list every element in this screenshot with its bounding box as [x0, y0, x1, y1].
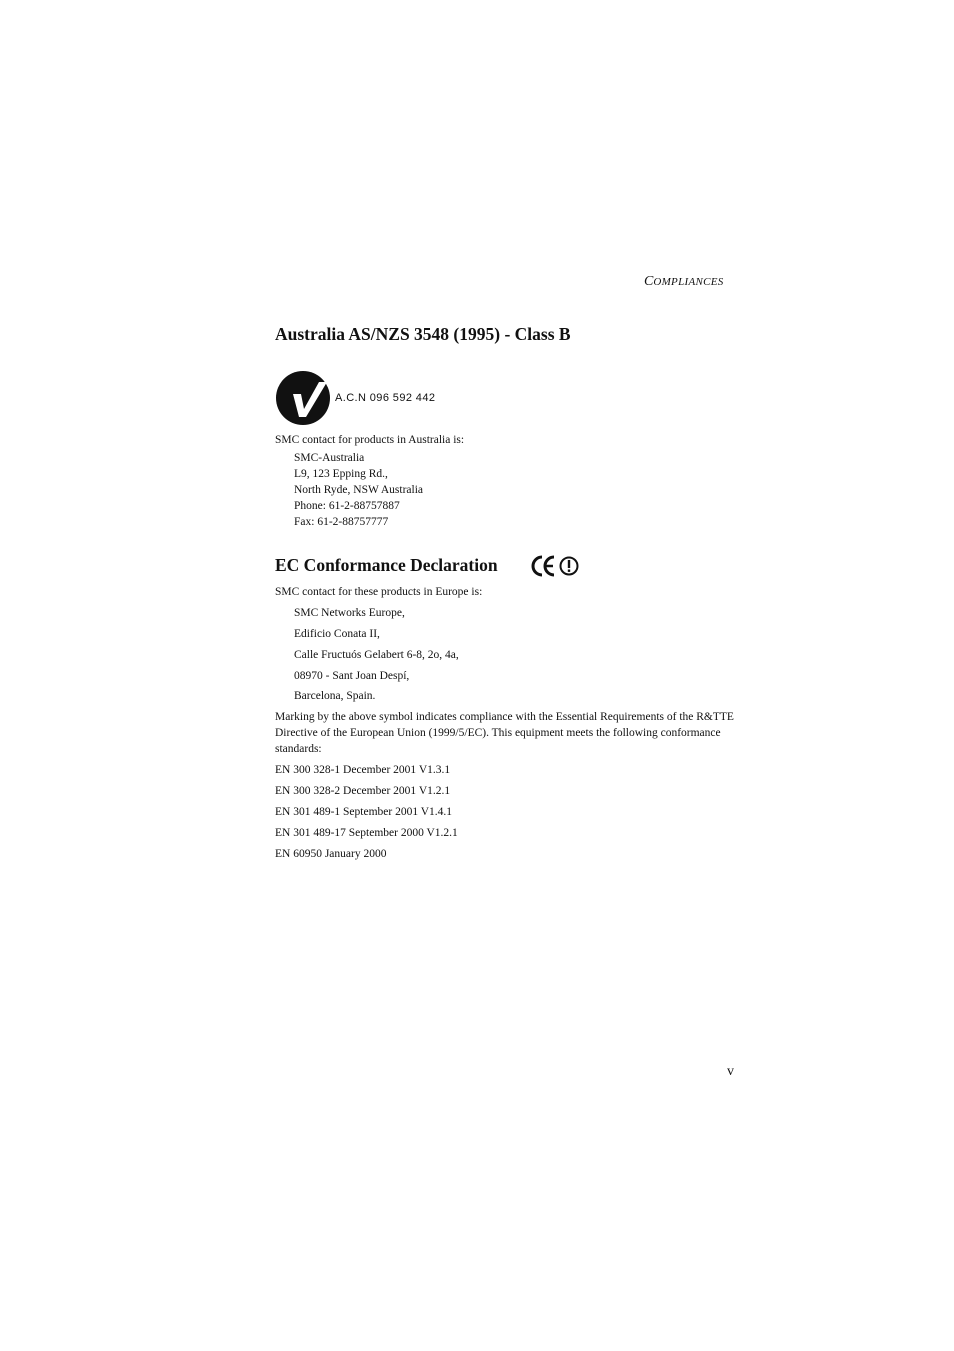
ec-address-line: 08970 - Sant Joan Despí, [294, 670, 410, 682]
standard-item: EN 301 489-1 September 2001 V1.4.1 [275, 806, 453, 818]
marking-paragraph: Marking by the above symbol indicates compliance with the Essential Requirements of the R&TTE Directive of the European Union (1999/5/EC). This equipment meets the following conformance standards: [275, 711, 734, 755]
c-tick-icon [275, 370, 331, 426]
standard-item: EN 301 489-17 September 2000 V1.2.1 [275, 827, 458, 839]
australia-address-line: Phone: 61-2-88757887 [294, 500, 400, 512]
australia-contact-intro: SMC contact for products in Australia is: [275, 434, 465, 446]
running-header [644, 274, 724, 290]
ec-address-line: Barcelona, Spain. [294, 690, 376, 702]
australia-heading: Australia AS/NZS 3548 (1995) - Class B [275, 324, 571, 344]
ec-address-line: SMC Networks Europe, [294, 607, 405, 619]
ec-address-line: Edificio Conata II, [294, 628, 380, 640]
australia-address-line: L9, 123 Epping Rd., [294, 468, 388, 480]
page-number: v [727, 1064, 734, 1079]
standard-item: EN 300 328-1 December 2001 V1.3.1 [275, 764, 451, 776]
australia-address-line: SMC-Australia [294, 452, 365, 464]
acn-number: A.C.N 096 592 442 [335, 392, 436, 404]
standard-item: EN 300 328-2 December 2001 V1.2.1 [275, 785, 451, 797]
ce-mark-icon [530, 555, 580, 577]
standard-item: EN 60950 January 2000 [275, 848, 387, 860]
australia-address-line: North Ryde, NSW Australia [294, 484, 424, 496]
australia-address-line: Fax: 61-2-88757777 [294, 516, 389, 528]
ec-heading: EC Conformance Declaration [275, 555, 498, 575]
running-header-cap: C [644, 274, 654, 289]
ec-contact-intro: SMC contact for these products in Europe is: [275, 586, 483, 598]
ec-address-line: Calle Fructuós Gelabert 6-8, 2o, 4a, [294, 649, 459, 661]
running-header-rest: OMPLIANCES [653, 276, 724, 288]
